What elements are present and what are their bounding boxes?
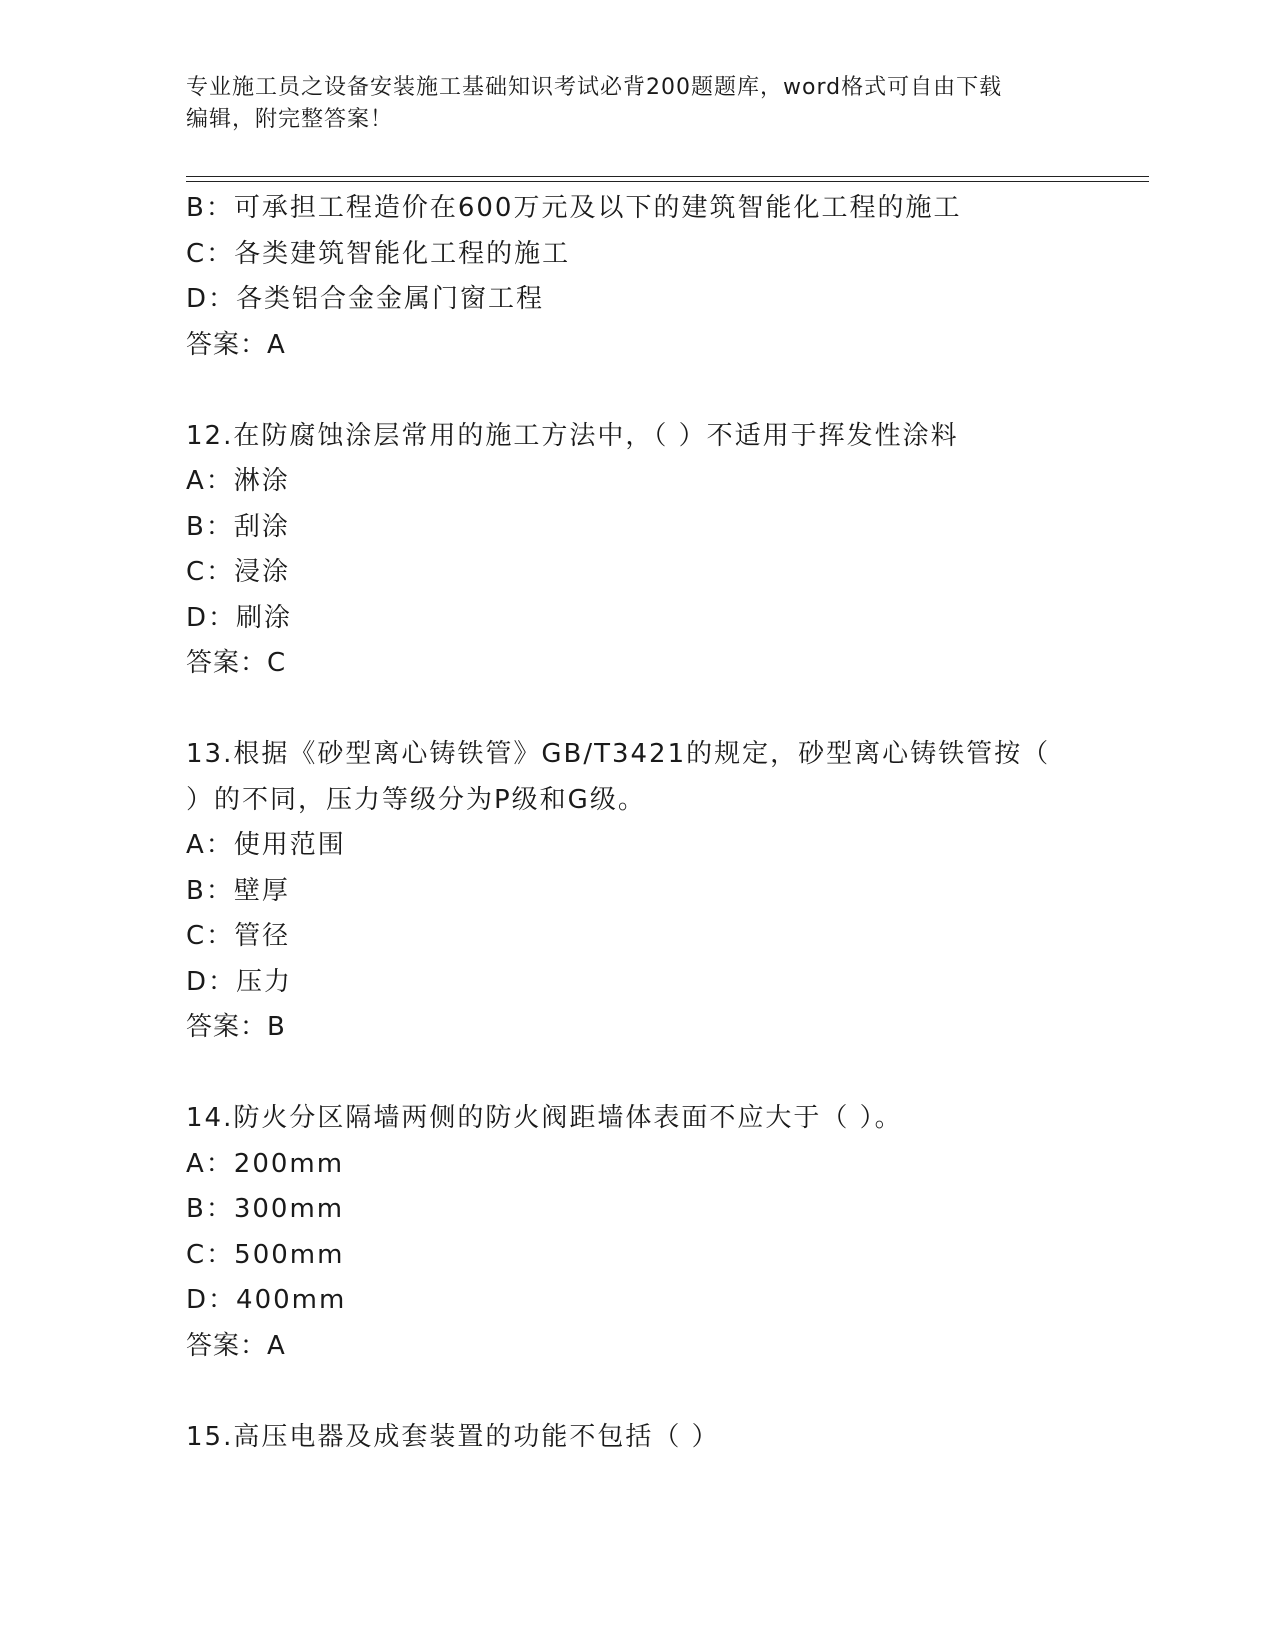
header-line-2: 编辑，附完整答案！ [186,107,394,132]
question-15 [186,1415,1166,1461]
option-c: C：各类建筑智能化工程的施工 [186,238,571,269]
question-list [186,186,1166,1460]
answer-line: 答案：B [186,1012,286,1042]
option-d: D：刷涂 [186,602,293,633]
option-c: C：管径 [186,921,291,951]
header-divider-bottom [186,181,1149,182]
question-stem: 15.高压电器及成套装置的功能不包括（ ） [186,1421,720,1452]
option-d: D：各类铝合金金属门窗工程 [186,284,545,314]
option-b: B：壁厚 [186,875,290,906]
question-11-tail [186,186,1166,368]
option-a: A：200mm [186,1148,345,1179]
option-c: C：500mm [186,1239,345,1270]
header-line-1: 专业施工员之设备安装施工基础知识考试必背200题题库，word格式可自由下载 [186,75,1003,100]
question-stem-line-2: ）的不同，压力等级分为P级和G级。 [186,784,646,815]
answer-line: 答案：A [186,1330,286,1361]
option-a: A：使用范围 [186,830,346,860]
option-b: B：300mm [186,1194,345,1224]
header-divider-top [186,176,1149,177]
option-a: A：淋涂 [186,466,290,496]
option-c: C：浸涂 [186,557,291,587]
answer-line: 答案：A [186,329,286,360]
question-stem: 12.在防腐蚀涂层常用的施工方法中，（ ）不适用于挥发性涂料 [186,420,959,451]
question-stem-line-1: 13.根据《砂型离心铸铁管》GB/T3421的规定，砂型离心铸铁管按（ [186,739,1051,769]
document-header [186,72,1086,136]
spacer [186,1369,1166,1415]
spacer [186,687,1166,733]
option-d: D：400mm [186,1285,347,1315]
option-d: D：压力 [186,966,293,997]
spacer [186,1051,1166,1097]
answer-line: 答案：C [186,648,287,678]
question-stem: 14.防火分区隔墙两侧的防火阀距墙体表面不应大于（ ）。 [186,1103,903,1133]
question-13 [186,732,1166,1051]
question-12 [186,414,1166,687]
spacer [186,368,1166,414]
option-b: B：刮涂 [186,511,290,542]
question-14 [186,1096,1166,1369]
option-b: B：可承担工程造价在600万元及以下的建筑智能化工程的施工 [186,193,962,223]
